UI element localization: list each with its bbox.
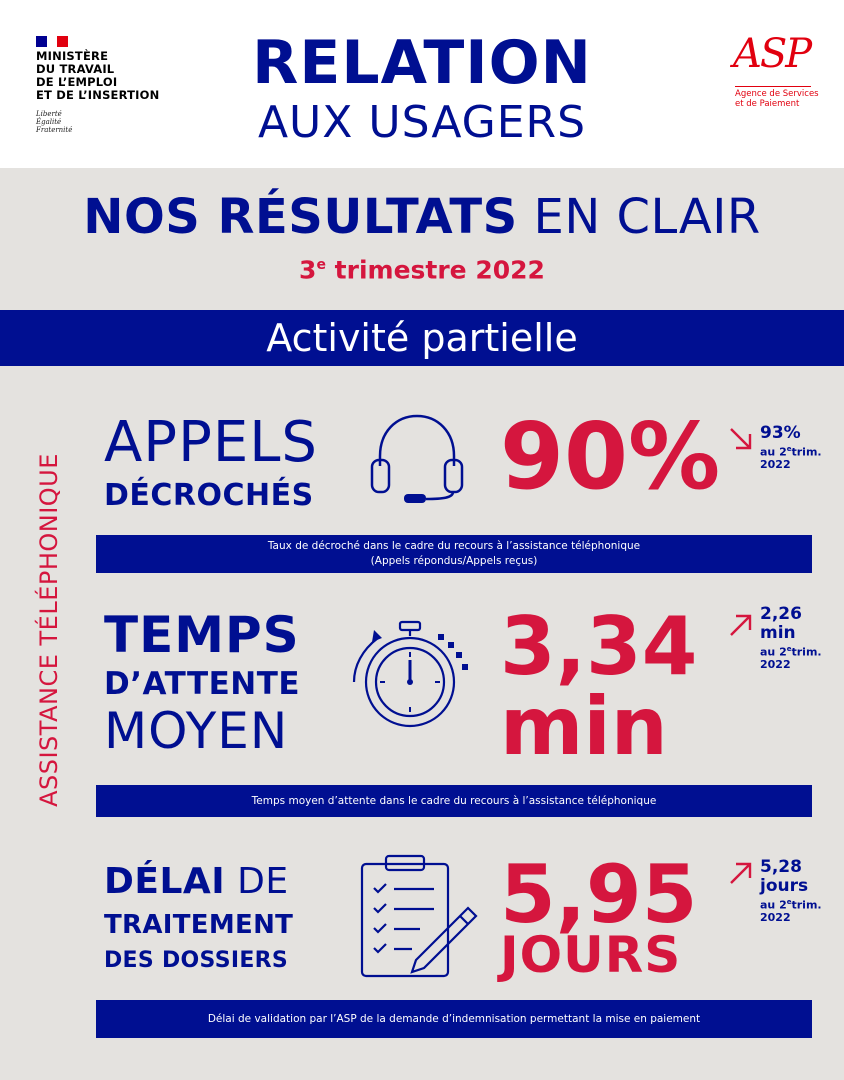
metric-label-line: TEMPS (104, 606, 300, 664)
motto-line: Fraternité (36, 126, 73, 134)
asp-logo-subtitle (735, 89, 819, 109)
metric-unit: JOURS (500, 926, 682, 984)
motto-line: Égalité (36, 118, 62, 126)
previous-year: 2022 (760, 657, 791, 671)
previous-quarter-value (760, 858, 822, 924)
stopwatch-icon (346, 612, 474, 740)
previous-period-prefix: au 2 (760, 445, 787, 459)
previous-quarter-value (760, 605, 822, 671)
quarter-label (0, 248, 844, 287)
ministry-line: ET DE L’INSERTION (36, 88, 160, 102)
ministry-line: MINISTÈRE (36, 49, 109, 63)
ministry-line: DU TRAVAIL (36, 62, 115, 76)
asp-subtitle-line: et de Paiement (735, 99, 800, 109)
previous-period (760, 643, 822, 659)
quarter-number: 3 (299, 255, 317, 285)
metric-label-line (104, 860, 289, 904)
headset-icon (368, 410, 466, 510)
previous-period-sup: e (786, 445, 792, 453)
previous-period-suffix: trim. (791, 898, 822, 912)
quarter-superscript: e (316, 257, 326, 273)
asp-logo-divider (735, 86, 811, 87)
vertical-section-label: ASSISTANCE TÉLÉPHONIQUE (35, 453, 63, 807)
section-title-light: EN CLAIR (533, 189, 761, 245)
previous-year: 2022 (760, 910, 791, 924)
previous-value: 2,26 (760, 604, 802, 624)
motto-line: Liberté (36, 110, 62, 118)
trend-down-arrow-icon (728, 426, 754, 452)
previous-period-sup: e (786, 898, 792, 906)
ministry-line: DE L’EMPLOI (36, 75, 118, 89)
metric-label-line: DES DOSSIERS (104, 948, 289, 973)
previous-period-suffix: trim. (791, 445, 822, 459)
metric-caption (96, 535, 812, 573)
previous-value: 93% (760, 423, 801, 443)
trend-up-arrow-icon (728, 612, 754, 638)
metric-value: 90% (500, 403, 721, 510)
page-subtitle: AUX USAGERS (257, 97, 587, 148)
previous-period (760, 896, 822, 912)
trend-up-arrow-icon (728, 860, 754, 886)
previous-unit: min (760, 623, 796, 643)
metric-value: 5,95 (500, 848, 698, 941)
metric-label-line: D’ATTENTE (104, 666, 301, 702)
metric-label-line: DÉCROCHÉS (104, 478, 314, 513)
metric-unit: min (500, 680, 668, 773)
clipboard-icon (356, 852, 486, 982)
caption-line: (Appels répondus/Appels reçus) (370, 555, 538, 567)
previous-period-prefix: au 2 (760, 645, 787, 659)
section-title (0, 187, 844, 247)
page-title: RELATION (252, 28, 592, 98)
previous-period-sup: e (786, 645, 792, 653)
previous-unit: jours (760, 876, 809, 896)
metric-caption: Temps moyen d’attente dans le cadre du recours à l’assistance téléphonique (96, 785, 812, 817)
metric-label-line: APPELS (104, 410, 318, 475)
previous-value: 5,28 (760, 857, 802, 877)
activity-band: Activité partielle (0, 310, 844, 366)
metric-value: 3,34 (500, 600, 698, 693)
asp-logo: ASP (733, 31, 811, 77)
previous-period (760, 443, 822, 459)
previous-period-prefix: au 2 (760, 898, 787, 912)
metric-caption: Délai de validation par l’ASP de la demande d’indemnisation permettant la mise en paiement (96, 1000, 812, 1038)
section-title-bold: NOS RÉSULTATS (83, 189, 518, 245)
metric-label-light: DE (237, 861, 289, 902)
asp-subtitle-line: Agence de Services (735, 89, 819, 99)
previous-quarter-value (760, 424, 822, 471)
quarter-text: trimestre 2022 (334, 255, 545, 285)
metric-label-line: MOYEN (104, 702, 289, 760)
caption-line: Taux de décroché dans le cadre du recours à l’assistance téléphonique (267, 540, 641, 552)
metric-label-line: TRAITEMENT (104, 910, 294, 940)
metric-label-bold: DÉLAI (104, 861, 226, 902)
previous-year: 2022 (760, 457, 791, 471)
header (0, 0, 844, 168)
previous-period-suffix: trim. (791, 645, 822, 659)
